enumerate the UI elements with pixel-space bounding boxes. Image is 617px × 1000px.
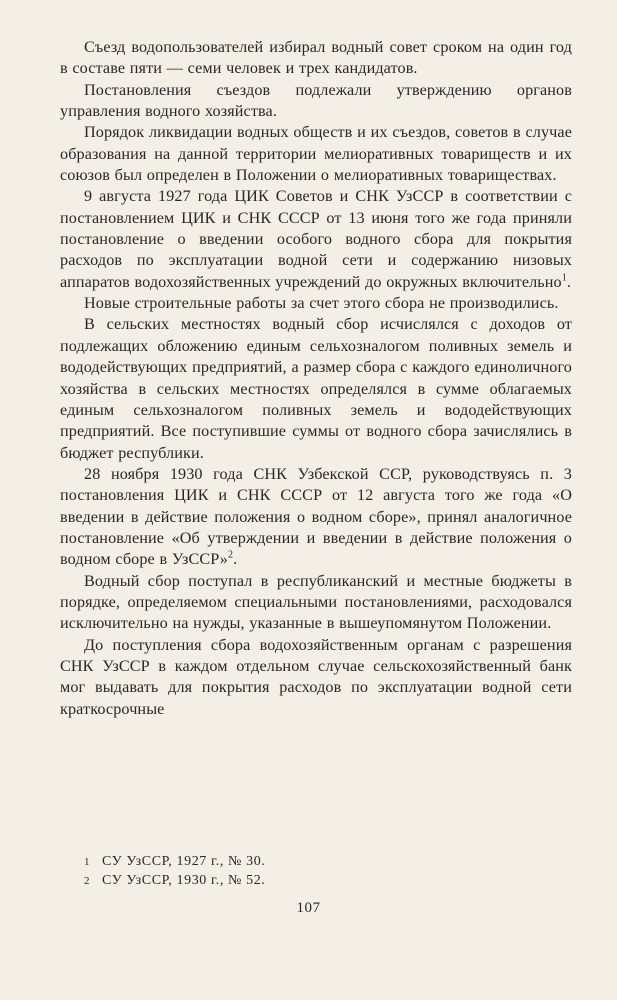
footnote-mark: 2	[84, 874, 91, 887]
footnote-text: СУ УзССР, 1927 г., № 30.	[102, 854, 266, 869]
footnote-1	[60, 853, 572, 872]
paragraph-5	[60, 293, 572, 314]
footnote-text: СУ УзССР, 1930 г., № 52.	[102, 872, 266, 888]
footnote-mark: 1	[84, 856, 91, 868]
page-number: 107	[296, 900, 321, 916]
paragraph-text: До поступления сбора водохозяйственным органам с разрешения СНК УзССР в каждом отдельном случае сельскохозяйственный банк мог выдавать для покрытия расходов по эксплуатации водной сети краткосрочные	[60, 635, 572, 718]
paragraph-text: Постановления съездов подлежали утверждению органов управления водного хозяйства.	[60, 80, 572, 121]
paragraph-tail: .	[233, 550, 238, 569]
paragraph-4	[60, 186, 572, 293]
paragraph-6	[60, 314, 572, 463]
paragraph-text: В сельских местностях водный сбор исчислялся с доходов от подлежащих обложению единым сельхозналогом поливных земель и вододействующих предприятий, а размер сбора с каждого единоличного хозяйства в сельских местностях определялся в сумме облагаемых единым сельхозналогом поливных земель и вододействующих предприятий. Все поступившие суммы от водного сбора зачислялись в бюджет республики.	[60, 315, 572, 462]
paragraph-text: 9 августа 1927 года ЦИК Советов и СНК УзССР в соответствии с постановлением ЦИК и СНК СССР от 13 июня того же года приняли постановление о введении особого водного сбора для покрытия расходов по эксплуатации водной сети и содержанию низовых аппаратов водохозяйственных учреждений до окружных включительно	[60, 187, 572, 291]
paragraph-text: Водный сбор поступал в республиканский и местные бюджеты в порядке, определяемом специальными постановлениями, расходовался исключительно на нужды, указанные в вышеупомянутом Положении.	[60, 571, 572, 633]
footnote-ref: 1	[561, 272, 567, 284]
footnotes	[60, 853, 572, 890]
footnote-2	[60, 872, 572, 891]
paragraph-text: 28 ноября 1930 года СНК Узбекской ССР, руководствуясь п. 3 постановления ЦИК и СНК СССР от 12 августа того же года «О введении в действие положения о водном сборе», принял аналогичное постановление «Об утверждении и введении в действие положения о водном сборе в УзССР»	[60, 464, 572, 569]
paragraph-2	[60, 80, 572, 123]
paragraph-text: Съезд водопользователей избирал водный совет сроком на один год в составе пяти — семи человек и трех кандидатов.	[60, 38, 572, 78]
page-body	[60, 37, 572, 720]
paragraph-1	[60, 37, 572, 80]
paragraph-3	[60, 122, 572, 186]
paragraph-text: Порядок ликвидации водных обществ и их съездов, советов в случае образования на данной территории мелиоративных товариществ и их союзов был определен в Положении о мелиоративных товариществах.	[60, 123, 572, 185]
paragraph-7	[60, 464, 572, 571]
paragraph-9	[60, 635, 572, 720]
paragraph-8	[60, 571, 572, 635]
footnote-ref: 2	[228, 549, 234, 561]
paragraph-text: Новые строительные работы за счет этого сбора не производились.	[84, 294, 559, 313]
paragraph-tail: .	[566, 272, 571, 291]
